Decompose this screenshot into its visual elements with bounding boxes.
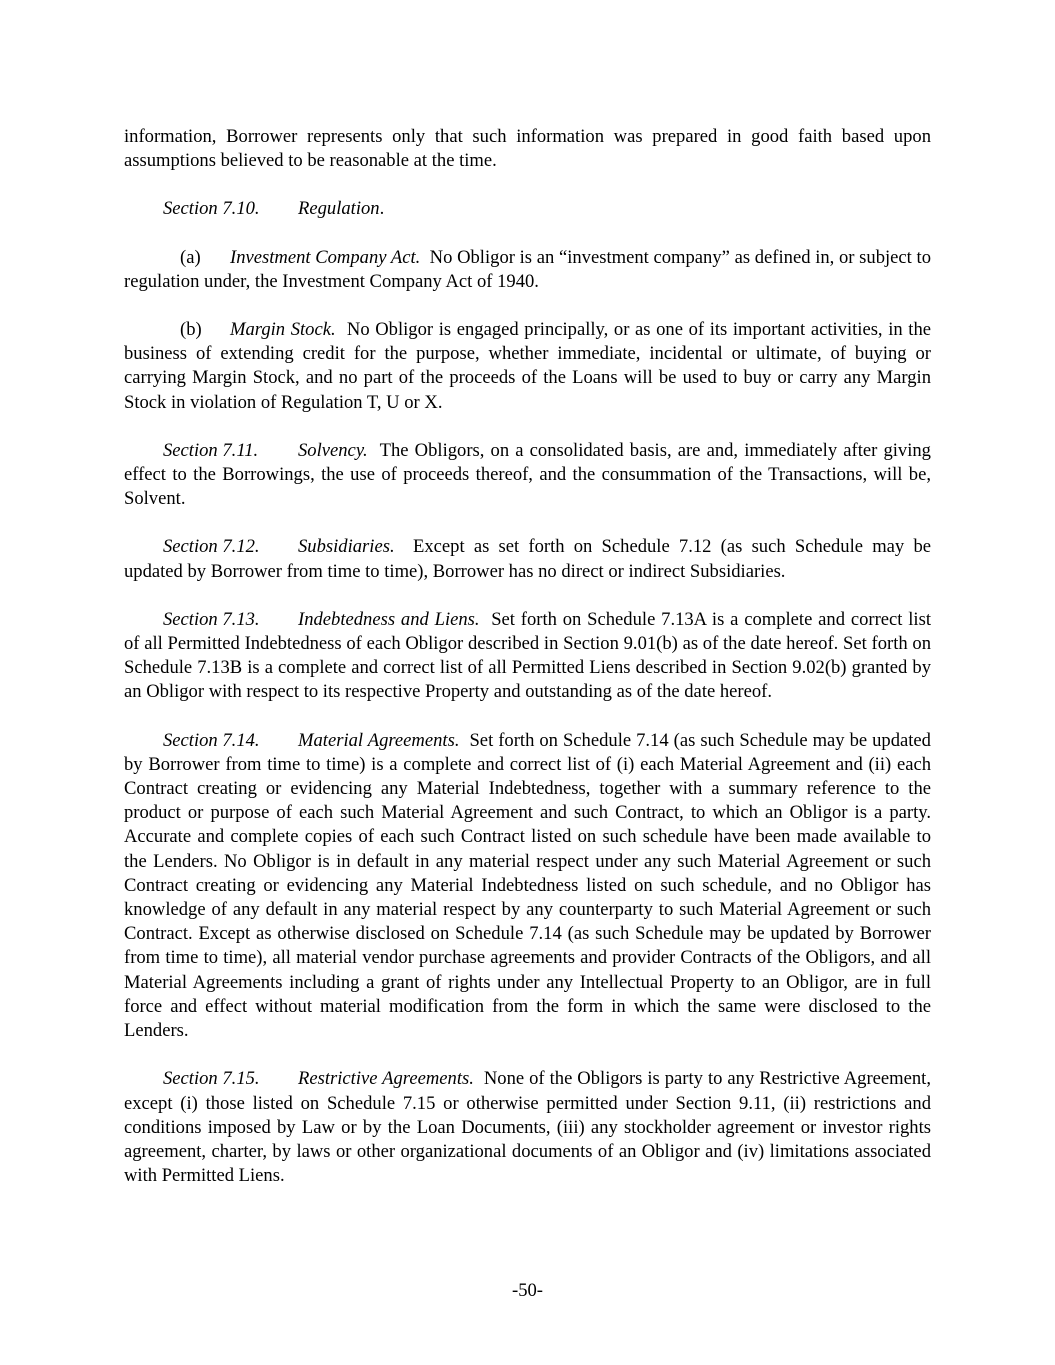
section-number: Section 7.13. (163, 608, 260, 630)
section-7-14 (124, 729, 931, 1044)
section-body: The Obligors, on a consolidated basis, are and, immediately after giving effect to the Borrowings, the use of proceeds thereof, and the consummation of the Transactions, will be, Solvent. (124, 439, 931, 510)
section-7-10-heading (124, 197, 931, 221)
section-title: Subsidiaries. (298, 536, 395, 558)
section-7-12 (124, 535, 931, 583)
subsection-a (124, 246, 931, 294)
subsection-body: No Obligor is an “investment company” as defined in, or subject to regulation under, the Investment Company Act of 1940. (124, 246, 931, 292)
section-title: Restrictive Agreements. (298, 1068, 474, 1090)
subsection-marker: (a) (180, 246, 201, 268)
subsection-title: Investment Company Act. (230, 246, 421, 268)
continuation-paragraph: information, Borrower represents only that such information was prepared in good faith based upon assumptions believed to be reasonable at the time. (124, 126, 931, 172)
section-title: Material Agreements. (298, 729, 460, 751)
section-number: Section 7.12. (163, 536, 260, 558)
section-title: Solvency. (298, 439, 368, 461)
section-7-15 (124, 1067, 931, 1188)
section-7-11 (124, 439, 931, 512)
section-title: Regulation (298, 198, 380, 220)
section-7-13 (124, 608, 931, 705)
section-number: Section 7.10. (163, 198, 260, 220)
section-body: Set forth on Schedule 7.13A is a complete and correct list of all Permitted Indebtedness of each Obligor described in Section 9.01(b) as of the date hereof. Set forth on Schedule 7.13B is a complete and correct list of all Permitted Liens described in Section 9.02(b) granted by an Obligor with respect to its respective Property and outstanding as of the date hereof. (124, 608, 931, 703)
section-number: Section 7.11. (163, 439, 259, 461)
subsection-body: No Obligor is engaged principally, or as one of its important activities, in the business of extending credit for the purpose, whether immediate, incidental or ultimate, of buying or carrying Margin Stock, and no part of the proceeds of the Loans will be used to buy or carry any Margin Stock in violation of Regulation T, U or X. (124, 319, 932, 413)
section-body: Except as set forth on Schedule 7.12 (as such Schedule may be updated by Borrower from time to time), Borrower has no direct or indirect Subsidiaries. (124, 536, 931, 582)
section-title: Indebtedness and Liens. (298, 608, 480, 630)
section-number: Section 7.14. (163, 729, 260, 751)
section-number: Section 7.15. (163, 1068, 260, 1090)
subsection-title: Margin Stock. (230, 319, 336, 341)
section-body: Set forth on Schedule 7.14 (as such Schedule may be updated by Borrower from time to time) is a complete and correct list of (i) each Material Agreement and (ii) each Contract creating or evidencing any Material Indebtedness, together with a summary reference to the product or purpose of each such Material Agreement and such Contract, to which an Obligor is a party. Accurate and complete copies of each such Contract listed on such schedule have been made available to the Lenders. No Obligor is in default in any material respect under any such Material Agreement or such Contract creating or evidencing any Material Indebtedness listed on such schedule, and no Obligor has knowledge of any default in any material respect by any counterparty to such Material Agreement or such Contract. Except as otherwise disclosed on Schedule 7.14 (as such Schedule may be updated by Borrower from time to time), all material vendor purchase agreements and provider Contracts of the Obligors, and all Material Agreements including a grant of rights under any Intellectual Property to an Obligor, are in full force and effect without material modification from the form in which the same were disclosed to the Lenders. (124, 729, 931, 1042)
section-body: None of the Obligors is party to any Restrictive Agreement, except (i) those listed on Schedule 7.15 or otherwise permitted under Section 9.11, (ii) restrictions and conditions imposed by Law or by the Loan Documents, (iii) any stockholder agreement or investor rights agreement, charter, by laws or other organizational documents of an Obligor and (iv) limitations associated with Permitted Liens. (124, 1068, 931, 1187)
subsection-marker: (b) (180, 319, 202, 341)
section-title-suffix: . (379, 198, 385, 220)
page-number: -50- (512, 1280, 543, 1301)
document-page (124, 125, 931, 1212)
subsection-b (124, 318, 931, 415)
